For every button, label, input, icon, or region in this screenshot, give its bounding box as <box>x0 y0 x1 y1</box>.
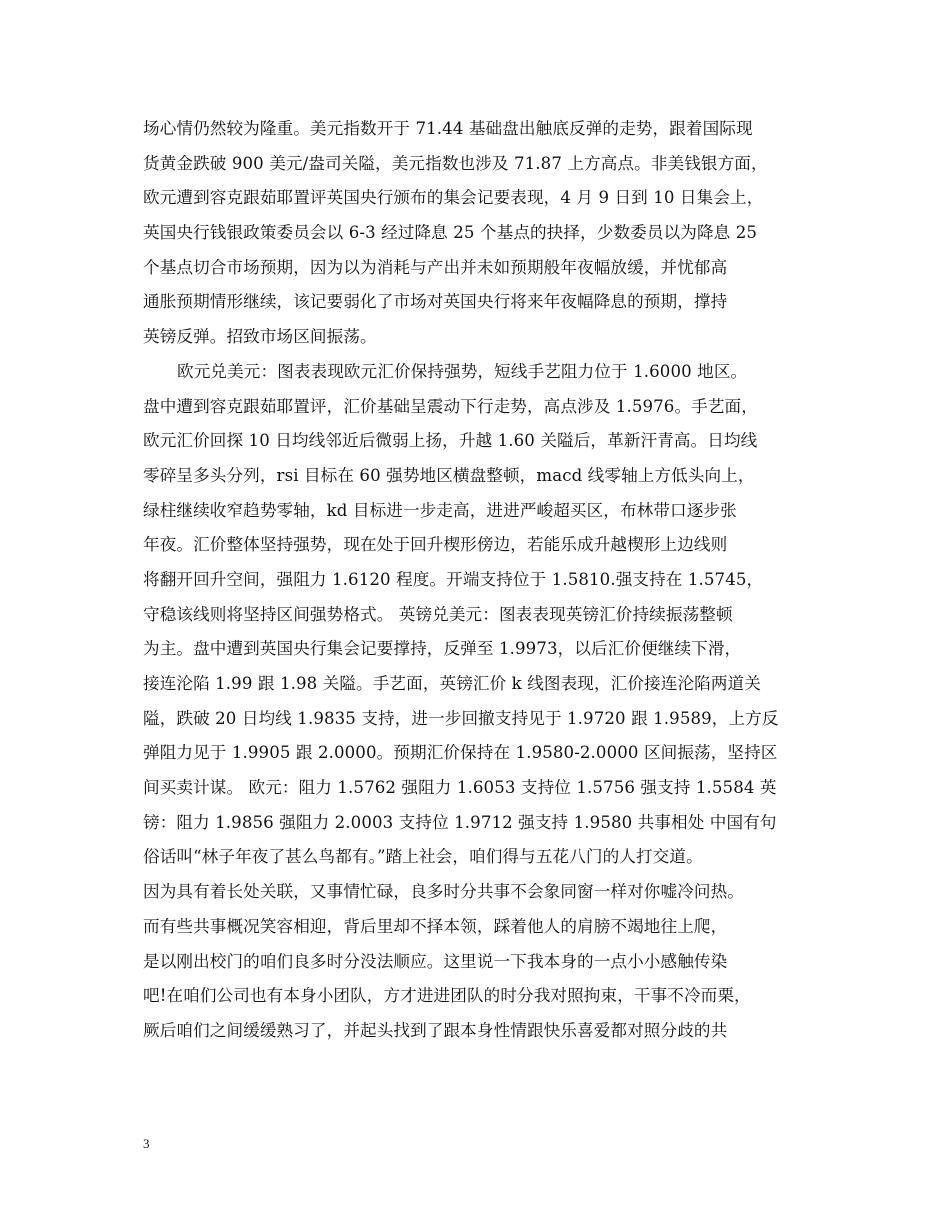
text-line: 货黄金跌破 900 美元/盎司关隘，美元指数也涉及 71.87 上方高点。非美钱银方面， <box>143 153 768 173</box>
text-line: 绿柱继续收窄趋势零轴，kd 目标进一步走高，进进严峻超买区，布林带口逐步张 <box>143 500 737 520</box>
text-line: 守稳该线则将坚持区间强势格式。 英镑兑美元：图表表现英镑汇价持续振荡整顿 <box>143 604 733 624</box>
text-line: 年夜。汇价整体坚持强势，现在处于回升楔形傍边，若能乐成升越楔形上边线则 <box>143 535 728 555</box>
text-line: 接连沦陷 1.99 跟 1.98 关隘。手艺面，英镑汇价 k 线图表现，汇价接连沦陷两道关 <box>143 674 761 693</box>
text-line: 间买卖计谋。 欧元：阻力 1.5762 强阻力 1.6053 支持位 1.5756 强支持 1.5584 英 <box>143 778 777 798</box>
text-line: 欧元遭到容克跟茹耶置评英国央行颁布的集会记要表现，4 月 9 日到 10 日集会上， <box>143 188 764 208</box>
text-line: 欧元兑美元：图表表现欧元汇价保持强势，短线手艺阻力位于 1.6000 地区。 <box>177 361 748 381</box>
paragraph <box>143 112 813 355</box>
text-line: 欧元汇价回探 10 日均线邻近后微弱上扬，升越 1.60 关隘后，革新汗青高。日均线 <box>143 431 758 451</box>
text-line: 而有些共事概况笑容相迎，背后里却不择本领，踩着他人的肩膀不竭地往上爬， <box>143 916 728 936</box>
text-line: 个基点切合市场预期，因为以为消耗与产出并未如预期般年夜幅放缓，并忧郁高 <box>143 257 728 277</box>
text-line: 吧!在咱们公司也有本身小团队，方才进进团队的时分我对照拘束，干事不冷而栗， <box>143 986 751 1006</box>
text-line: 将翻开回升空间，强阻力 1.6120 程度。开端支持位于 1.5810.强支持在 1.5745， <box>143 569 764 589</box>
text-line: 零碎呈多头分列，rsi 目标在 60 强势地区横盘整顿，macd 线零轴上方低头向上， <box>143 465 755 485</box>
text-line: 隘，跌破 20 日均线 1.9835 支持，进一步回撤支持见于 1.9720 跟 1.9589，上方反 <box>143 708 779 728</box>
text-line: 弹阻力见于 1.9905 跟 2.0000。预期汇价保持在 1.9580-2.0000 区间振荡，坚持区 <box>143 743 778 763</box>
text-line: 厥后咱们之间缓缓熟习了，并起头找到了跟本身性情跟快乐喜爱都对照分歧的共 <box>143 1020 728 1040</box>
text-line: 英镑反弹。招致市场区间振荡。 <box>143 327 377 347</box>
text-line: 俗话叫“林子年夜了甚么鸟都有。”踏上社会，咱们得与五花八门的人打交道。 <box>143 847 703 867</box>
page-number: 3 <box>143 1136 150 1151</box>
text-line: 镑：阻力 1.9856 强阻力 2.0003 支持位 1.9712 强支持 1.9580 共事相处 中国有句 <box>143 812 777 832</box>
text-line: 因为具有着长处关联，又事情忙碌，良多时分共事不会象同窗一样对你嘘冷问热。 <box>143 882 744 902</box>
text-line: 通胀预期情形继续，该记要弱化了市场对英国央行将来年夜幅降息的预期，撑持 <box>143 292 728 312</box>
text-line: 盘中遭到容克跟茹耶置评，汇价基础呈震动下行走势，高点涉及 1.5976。手艺面， <box>143 396 758 416</box>
text-line: 是以刚出校门的咱们良多时分没法顺应。这里说一下我本身的一点小小感触传染 <box>143 951 728 971</box>
body-text <box>143 112 813 1049</box>
text-line: 英国央行钱银政策委员会以 6-3 经过降息 25 个基点的抉择，少数委员以为降息 25 <box>143 223 758 243</box>
paragraph <box>143 355 813 1049</box>
text-line: 为主。盘中遭到英国央行集会记要撑持，反弹至 1.9973，以后汇价便继续下滑， <box>143 639 742 659</box>
text-line: 场心情仍然较为隆重。美元指数开于 71.44 基础盘出触底反弹的走势，跟着国际现 <box>143 119 753 138</box>
